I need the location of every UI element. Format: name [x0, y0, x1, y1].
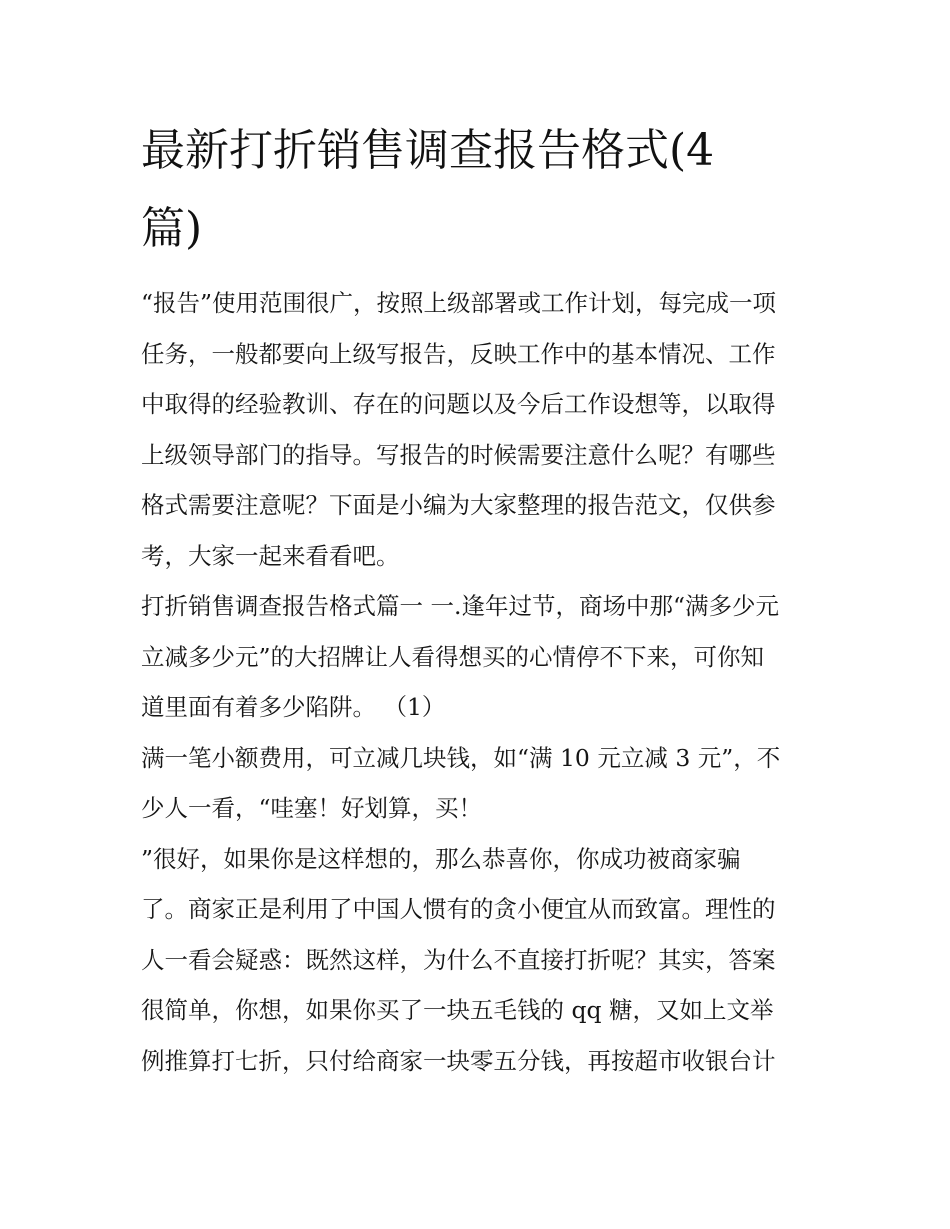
body-line: 道里面有着多少陷阱。 （1） [141, 693, 446, 721]
body-line: 任务，一般都要向上级写报告，反映工作中的基本情况、工作 [141, 339, 776, 368]
body-line: 格式需要注意呢？下面是小编为大家整理的报告范文，仅供参 [141, 491, 776, 519]
body-line: 很简单，你想，如果你买了一块五毛钱的 qq 糖，又如上文举 [141, 996, 774, 1024]
body-line: 中取得的经验教训、存在的问题以及今后工作设想等，以取得 [141, 390, 776, 418]
title-line: 篇) [141, 203, 203, 254]
body-line: 满一笔小额费用，可立减几块钱，如“满 10 元立减 3 元”，不 [141, 743, 781, 772]
body-line: 例推算打七折，只付给商家一块零五分钱，再按超市收银台计 [141, 1046, 776, 1075]
body-line: ”很好，如果你是这样想的，那么恭喜你，你成功被商家骗 [141, 844, 741, 873]
body-line: 了。商家正是利用了中国人惯有的贪小便宜从而致富。理性的 [141, 895, 776, 923]
body-line: 人一看会疑惑：既然这样，为什么不直接打折呢？其实，答案 [141, 945, 776, 974]
document-body [141, 278, 821, 1086]
body-line: “报告”使用范围很广，按照上级部署或工作计划，每完成一项 [141, 289, 777, 317]
body-line: 考，大家一起来看看吧。 [141, 541, 400, 570]
body-line: 立减多少元”的大招牌让人看得想买的心情停不下来，可你知 [141, 642, 765, 671]
body-line: 上级领导部门的指导。写报告的时候需要注意什么呢？有哪些 [141, 440, 776, 469]
document-title [141, 112, 821, 268]
body-line: 打折销售调查报告格式篇一 一.逢年过节，商场中那“满多少元 [141, 592, 779, 620]
body-line: 少人一看，“哇塞！好划算，买！ [141, 794, 483, 822]
title-line: 最新打折销售调查报告格式(4 [141, 125, 715, 176]
